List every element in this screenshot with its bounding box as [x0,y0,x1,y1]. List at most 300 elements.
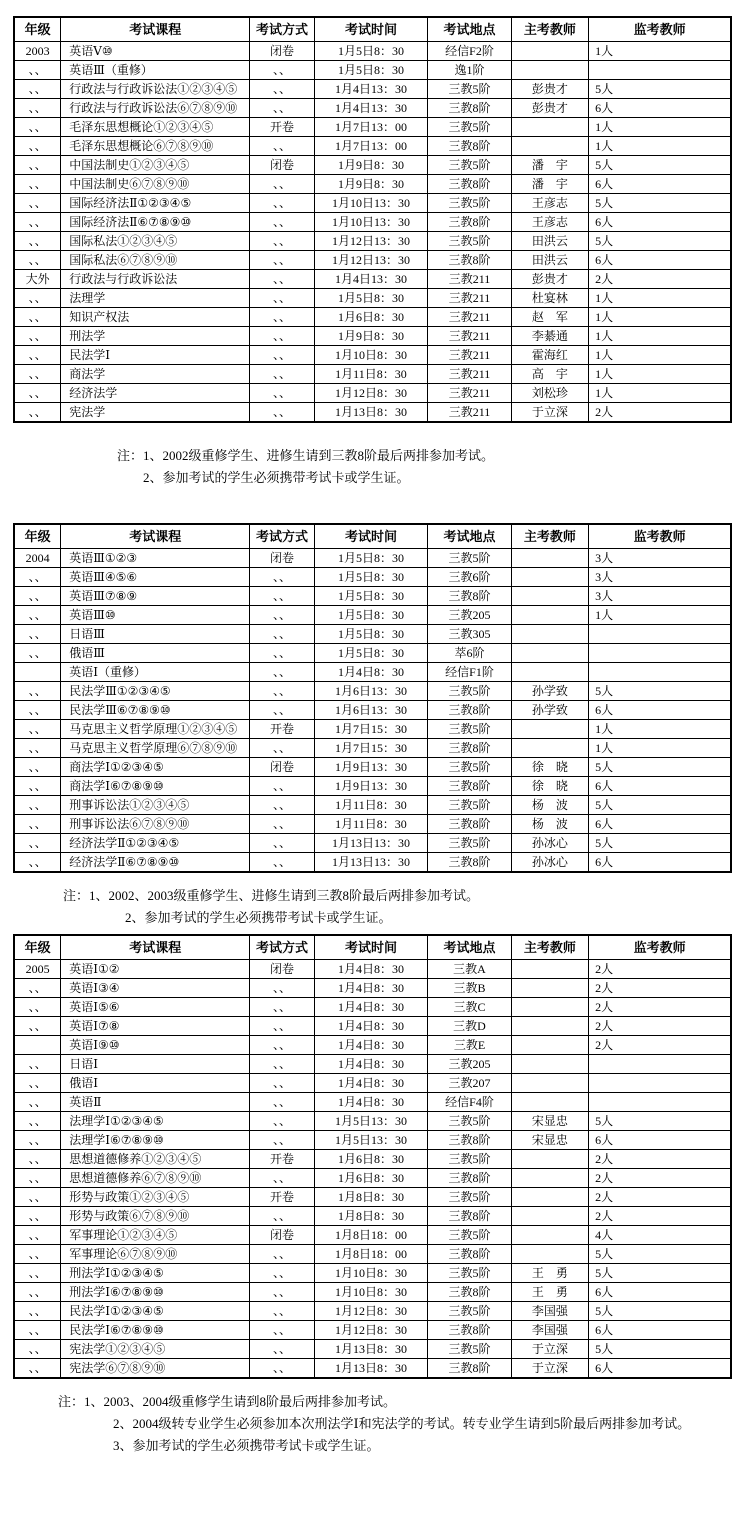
invigilator-cell: 1人 [589,137,731,156]
method-cell: 、、 [250,777,314,796]
time-cell: 1月5日8：30 [314,568,428,587]
examiner-cell: 霍海红 [511,346,588,365]
method-cell: 、、 [250,1074,314,1093]
method-cell: 、、 [250,289,314,308]
method-cell: 开卷 [250,1150,314,1169]
invigilator-cell: 6人 [589,1131,731,1150]
grade-cell: 、、 [14,289,61,308]
invigilator-cell [589,1074,731,1093]
grade-cell: 、、 [14,1340,61,1359]
table-row [14,137,731,156]
location-cell: 经信F2阶 [428,42,511,61]
course-cell: 毛泽东思想概论①②③④⑤ [61,118,250,137]
invigilator-cell: 1人 [589,384,731,403]
grade-cell: 、、 [14,1093,61,1112]
examiner-cell [511,1207,588,1226]
course-cell: 马克思主义哲学原理①②③④⑤ [61,720,250,739]
location-cell: 经信F1阶 [428,663,511,682]
table-row [14,346,731,365]
location-cell: 三教5阶 [428,1150,511,1169]
grade-cell: 、、 [14,739,61,758]
course-cell: 国际私法①②③④⑤ [61,232,250,251]
method-cell: 、、 [250,1283,314,1302]
time-cell: 1月5日13：30 [314,1131,428,1150]
grade-cell: 、、 [14,625,61,644]
invigilator-cell: 5人 [589,682,731,701]
table-row [14,99,731,118]
grade-cell: 、、 [14,308,61,327]
method-cell: 、、 [250,1169,314,1188]
examiner-cell: 彭贵才 [511,80,588,99]
examiner-cell [511,42,588,61]
table-row [14,682,731,701]
examiner-cell: 高 宇 [511,365,588,384]
column-header: 监考教师 [589,935,731,960]
time-cell: 1月4日8：30 [314,979,428,998]
table-row [14,549,731,568]
examiner-cell [511,625,588,644]
examiner-cell: 孙冰心 [511,834,588,853]
course-cell: 法理学Ⅰ①②③④⑤ [61,1112,250,1131]
invigilator-cell: 6人 [589,815,731,834]
invigilator-cell: 6人 [589,175,731,194]
time-cell: 1月5日8：30 [314,61,428,80]
table-row [14,1093,731,1112]
examiner-cell: 杜宴林 [511,289,588,308]
examiner-cell: 李国强 [511,1321,588,1340]
invigilator-cell: 6人 [589,213,731,232]
course-cell: 英语Ⅰ③④ [61,979,250,998]
table-row [14,403,731,423]
grade-cell [14,663,61,682]
course-cell: 形势与政策①②③④⑤ [61,1188,250,1207]
time-cell: 1月4日13：30 [314,270,428,289]
invigilator-cell [589,663,731,682]
time-cell: 1月5日8：30 [314,625,428,644]
location-cell: 三教211 [428,289,511,308]
method-cell: 、、 [250,796,314,815]
examiner-cell: 宋显忠 [511,1131,588,1150]
time-cell: 1月9日8：30 [314,327,428,346]
column-header: 考试时间 [314,524,428,549]
note-line: 2、参加考试的学生必须携带考试卡或学生证。 [143,470,410,485]
notes-block-2004 [63,885,746,929]
table-row [14,384,731,403]
examiner-cell [511,1074,588,1093]
time-cell: 1月4日8：30 [314,1093,428,1112]
examiner-cell: 王彦志 [511,194,588,213]
method-cell: 、、 [250,739,314,758]
method-cell: 、、 [250,403,314,423]
time-cell: 1月11日8：30 [314,365,428,384]
method-cell: 、、 [250,1055,314,1074]
grade-cell: 2003 [14,42,61,61]
header-row [14,524,731,549]
location-cell: 三教211 [428,308,511,327]
grade-cell: 、、 [14,403,61,423]
grade-cell: 、、 [14,175,61,194]
invigilator-cell: 5人 [589,1264,731,1283]
grade-cell: 、、 [14,1302,61,1321]
location-cell: 三教5阶 [428,720,511,739]
examiner-cell: 徐 晓 [511,777,588,796]
invigilator-cell [589,1093,731,1112]
location-cell: 三教5阶 [428,118,511,137]
examiner-cell [511,61,588,80]
time-cell: 1月12日8：30 [314,1302,428,1321]
method-cell: 、、 [250,80,314,99]
time-cell: 1月7日13：00 [314,137,428,156]
grade-cell: 、、 [14,1074,61,1093]
location-cell: 三教305 [428,625,511,644]
examiner-cell: 徐 晓 [511,758,588,777]
invigilator-cell: 5人 [589,834,731,853]
examiner-cell: 田洪云 [511,232,588,251]
location-cell: 三教5阶 [428,194,511,213]
grade-cell: 、、 [14,568,61,587]
grade-cell: 、、 [14,720,61,739]
course-cell: 国际经济法Ⅱ①②③④⑤ [61,194,250,213]
table-row [14,194,731,213]
course-cell: 俄语Ⅲ [61,644,250,663]
table-row [14,777,731,796]
examiner-cell: 李国强 [511,1302,588,1321]
table-row [14,251,731,270]
invigilator-cell: 3人 [589,549,731,568]
method-cell: 、、 [250,1264,314,1283]
invigilator-cell [589,61,731,80]
method-cell: 闭卷 [250,549,314,568]
course-cell: 民法学Ⅰ⑥⑦⑧⑨⑩ [61,1321,250,1340]
time-cell: 1月7日13：00 [314,118,428,137]
header-row [14,17,731,42]
table-row [14,815,731,834]
examiner-cell: 孙学致 [511,682,588,701]
course-cell: 英语Ⅲ⑩ [61,606,250,625]
table-row [14,834,731,853]
time-cell: 1月5日8：30 [314,42,428,61]
location-cell: 三教207 [428,1074,511,1093]
course-cell: 知识产权法 [61,308,250,327]
invigilator-cell: 5人 [589,80,731,99]
invigilator-cell: 5人 [589,1245,731,1264]
location-cell: 三教211 [428,346,511,365]
table-row [14,327,731,346]
grade-cell: 、、 [14,1150,61,1169]
examiner-cell: 宋显忠 [511,1112,588,1131]
method-cell: 、、 [250,568,314,587]
course-cell: 思想道德修养⑥⑦⑧⑨⑩ [61,1169,250,1188]
table-row [14,1283,731,1302]
invigilator-cell: 2人 [589,1036,731,1055]
method-cell: 、、 [250,1112,314,1131]
time-cell: 1月13日8：30 [314,1340,428,1359]
table-row [14,1340,731,1359]
method-cell: 、、 [250,998,314,1017]
time-cell: 1月9日13：30 [314,777,428,796]
method-cell: 闭卷 [250,758,314,777]
examiner-cell: 孙学致 [511,701,588,720]
invigilator-cell [589,625,731,644]
grade-cell: 、、 [14,1188,61,1207]
location-cell: 三教6阶 [428,568,511,587]
invigilator-cell: 1人 [589,606,731,625]
time-cell: 1月5日8：30 [314,549,428,568]
location-cell: 三教8阶 [428,99,511,118]
examiner-cell: 于立深 [511,1359,588,1379]
course-cell: 国际私法⑥⑦⑧⑨⑩ [61,251,250,270]
time-cell: 1月13日8：30 [314,403,428,423]
location-cell: 三教211 [428,403,511,423]
grade-cell: 、、 [14,1359,61,1379]
examiner-cell [511,549,588,568]
grade-cell: 、、 [14,682,61,701]
grade-cell: 、、 [14,118,61,137]
method-cell: 开卷 [250,1188,314,1207]
method-cell: 、、 [250,606,314,625]
location-cell: 三教8阶 [428,213,511,232]
invigilator-cell: 5人 [589,1112,731,1131]
time-cell: 1月4日13：30 [314,80,428,99]
table-row [14,853,731,873]
table-row [14,213,731,232]
method-cell: 、、 [250,1207,314,1226]
invigilator-cell: 6人 [589,251,731,270]
grade-cell: 、、 [14,232,61,251]
invigilator-cell: 2人 [589,960,731,979]
location-cell: 三教5阶 [428,758,511,777]
examiner-cell [511,1150,588,1169]
location-cell: 三教5阶 [428,1226,511,1245]
time-cell: 1月8日18：00 [314,1245,428,1264]
time-cell: 1月12日13：30 [314,232,428,251]
location-cell: 三教8阶 [428,1283,511,1302]
time-cell: 1月4日8：30 [314,1036,428,1055]
examiner-cell: 于立深 [511,403,588,423]
location-cell: 三教C [428,998,511,1017]
invigilator-cell: 2人 [589,1207,731,1226]
method-cell: 、、 [250,682,314,701]
location-cell: 三教5阶 [428,1264,511,1283]
column-header: 考试地点 [428,935,511,960]
time-cell: 1月9日8：30 [314,156,428,175]
location-cell: 三教5阶 [428,1302,511,1321]
location-cell: 经信F4阶 [428,1093,511,1112]
time-cell: 1月9日13：30 [314,758,428,777]
table-row [14,998,731,1017]
invigilator-cell: 5人 [589,758,731,777]
column-header: 考试方式 [250,935,314,960]
time-cell: 1月6日8：30 [314,1169,428,1188]
time-cell: 1月8日18：00 [314,1226,428,1245]
time-cell: 1月13日8：30 [314,1359,428,1379]
invigilator-cell: 1人 [589,42,731,61]
table-row [14,1264,731,1283]
time-cell: 1月5日8：30 [314,289,428,308]
column-header: 监考教师 [589,524,731,549]
invigilator-cell: 1人 [589,739,731,758]
course-cell: 刑事诉讼法⑥⑦⑧⑨⑩ [61,815,250,834]
table-row [14,1017,731,1036]
time-cell: 1月8日8：30 [314,1188,428,1207]
method-cell: 闭卷 [250,960,314,979]
grade-cell: 、、 [14,587,61,606]
method-cell: 、、 [250,213,314,232]
grade-cell: 、、 [14,213,61,232]
invigilator-cell: 1人 [589,308,731,327]
location-cell: 三教5阶 [428,796,511,815]
examiner-cell: 刘松珍 [511,384,588,403]
invigilator-cell: 4人 [589,1226,731,1245]
location-cell: 三教A [428,960,511,979]
grade-cell: 、、 [14,1264,61,1283]
method-cell: 、、 [250,644,314,663]
method-cell: 、、 [250,1302,314,1321]
location-cell: 三教8阶 [428,1207,511,1226]
course-cell: 刑法学Ⅰ①②③④⑤ [61,1264,250,1283]
course-cell: 英语Ⅲ⑦⑧⑨ [61,587,250,606]
table-row [14,644,731,663]
table-row [14,663,731,682]
invigilator-cell: 6人 [589,701,731,720]
course-cell: 民法学Ⅲ①②③④⑤ [61,682,250,701]
table-row [14,960,731,979]
method-cell: 闭卷 [250,156,314,175]
course-cell: 英语Ⅴ⑩ [61,42,250,61]
course-cell: 宪法学⑥⑦⑧⑨⑩ [61,1359,250,1379]
examiner-cell [511,998,588,1017]
invigilator-cell: 1人 [589,346,731,365]
table-row [14,1112,731,1131]
method-cell: 、、 [250,232,314,251]
grade-cell: 、、 [14,1112,61,1131]
examiner-cell: 王彦志 [511,213,588,232]
method-cell: 、、 [250,327,314,346]
invigilator-cell: 3人 [589,568,731,587]
location-cell: 三教8阶 [428,251,511,270]
examiner-cell [511,739,588,758]
invigilator-cell: 2人 [589,1150,731,1169]
location-cell: 三教8阶 [428,815,511,834]
column-header: 考试地点 [428,524,511,549]
method-cell: 、、 [250,384,314,403]
location-cell: 三教5阶 [428,682,511,701]
course-cell: 英语Ⅰ⑦⑧ [61,1017,250,1036]
method-cell: 开卷 [250,118,314,137]
grade-cell: 、、 [14,834,61,853]
examiner-cell: 杨 波 [511,796,588,815]
grade-cell: 、、 [14,644,61,663]
location-cell: 三教211 [428,327,511,346]
location-cell: 三教5阶 [428,232,511,251]
method-cell: 、、 [250,1131,314,1150]
course-cell: 商法学Ⅰ①②③④⑤ [61,758,250,777]
table-row [14,606,731,625]
grade-cell: 、、 [14,1055,61,1074]
invigilator-cell: 5人 [589,796,731,815]
method-cell: 、、 [250,1245,314,1264]
course-cell: 英语Ⅰ⑨⑩ [61,1036,250,1055]
time-cell: 1月6日13：30 [314,682,428,701]
location-cell: 三教5阶 [428,549,511,568]
examiner-cell [511,663,588,682]
table-row [14,796,731,815]
grade-cell: 、、 [14,137,61,156]
time-cell: 1月4日8：30 [314,1055,428,1074]
grade-cell: 大外 [14,270,61,289]
location-cell: 三教8阶 [428,175,511,194]
table-row [14,308,731,327]
table-row [14,758,731,777]
method-cell: 、、 [250,61,314,80]
table-row [14,1226,731,1245]
table-row [14,1359,731,1379]
time-cell: 1月7日15：30 [314,739,428,758]
column-header: 考试时间 [314,17,428,42]
grade-cell: 、、 [14,1321,61,1340]
time-cell: 1月10日8：30 [314,346,428,365]
location-cell: 三教5阶 [428,80,511,99]
location-cell: 三教8阶 [428,1321,511,1340]
method-cell: 、、 [250,99,314,118]
grade-cell: 、、 [14,61,61,80]
invigilator-cell: 1人 [589,327,731,346]
time-cell: 1月13日13：30 [314,853,428,873]
note-line: 2、参加考试的学生必须携带考试卡或学生证。 [125,910,392,925]
grade-cell: 、、 [14,1283,61,1302]
method-cell: 、、 [250,815,314,834]
course-cell: 法理学Ⅰ⑥⑦⑧⑨⑩ [61,1131,250,1150]
time-cell: 1月10日13：30 [314,194,428,213]
examiner-cell [511,1188,588,1207]
location-cell: 三教8阶 [428,137,511,156]
method-cell: 、、 [250,194,314,213]
course-cell: 经济法学Ⅱ⑥⑦⑧⑨⑩ [61,853,250,873]
course-cell: 思想道德修养①②③④⑤ [61,1150,250,1169]
method-cell: 、、 [250,1093,314,1112]
examiner-cell: 潘 宇 [511,175,588,194]
course-cell: 国际经济法Ⅱ⑥⑦⑧⑨⑩ [61,213,250,232]
course-cell: 英语Ⅰ①② [61,960,250,979]
method-cell: 、、 [250,270,314,289]
location-cell: 三教5阶 [428,1112,511,1131]
invigilator-cell: 1人 [589,289,731,308]
method-cell: 、、 [250,175,314,194]
grade-cell: 、、 [14,365,61,384]
examiner-cell [511,568,588,587]
time-cell: 1月10日8：30 [314,1283,428,1302]
location-cell: 三教8阶 [428,1169,511,1188]
time-cell: 1月6日13：30 [314,701,428,720]
examiner-cell: 孙冰心 [511,853,588,873]
examiner-cell [511,1036,588,1055]
examiner-cell: 彭贵才 [511,270,588,289]
examiner-cell [511,118,588,137]
examiner-cell: 李綦通 [511,327,588,346]
invigilator-cell: 5人 [589,1340,731,1359]
grade-cell: 、、 [14,777,61,796]
course-cell: 军事理论①②③④⑤ [61,1226,250,1245]
invigilator-cell: 6人 [589,777,731,796]
column-header: 考试课程 [61,524,250,549]
course-cell: 行政法与行政诉讼法⑥⑦⑧⑨⑩ [61,99,250,118]
invigilator-cell: 3人 [589,587,731,606]
method-cell: 、、 [250,365,314,384]
location-cell: 三教5阶 [428,1340,511,1359]
note-line: 3、参加考试的学生必须携带考试卡或学生证。 [113,1438,380,1453]
location-cell: 三教211 [428,365,511,384]
invigilator-cell: 2人 [589,1017,731,1036]
